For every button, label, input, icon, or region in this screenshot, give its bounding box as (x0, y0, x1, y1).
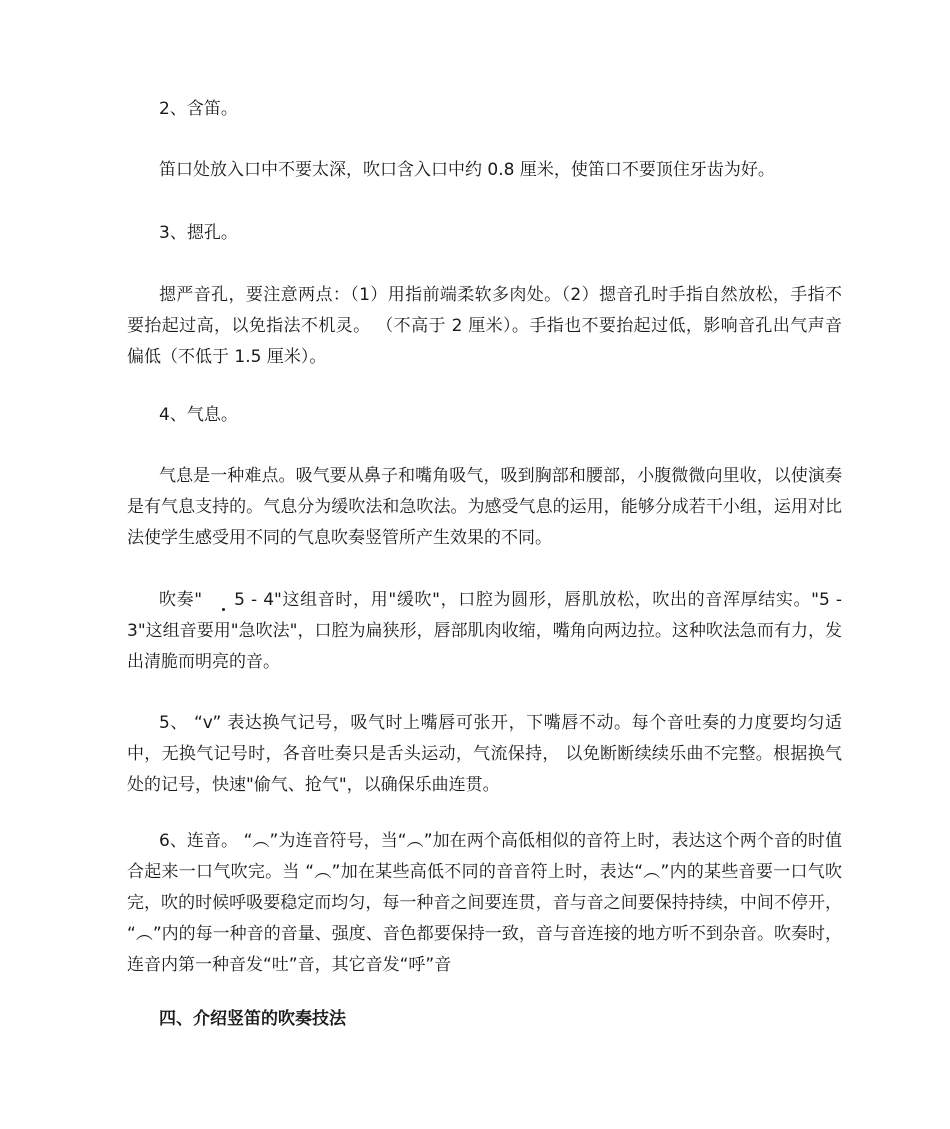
paragraph-qixi: 气息是一种难点。吸气要从鼻子和嘴角吸气，吸到胸部和腰部，小腹微微向里收，以使演奏是有气息支持的。气息分为缓吹法和急吹法。为感受气息的运用，能够分成若干小组，运用对比法使学生感受用不同的气息吹奏竖管所产生效果的不同。 (127, 466, 842, 548)
paragraph-lianyin: 6、连音。 “︵”为连音符号，当“︵”加在两个高低相似的音符上时，表达这个两个音的时值合起来一口气吹完。当 “︵”加在某些高低不同的音音符上时，表达“︵”内的某些音要一口气吹完，吹的时候呼吸要稳定而均匀，每一种音之间要连贯，音与音之间要保持持续，中间不停开， “︵”内的每一种音的音量、强度、音色都要保持一致，音与音连接的地方听不到杂音。吹奏时，连音内第一种音发“吐”音，其它音发“呼”音 (127, 831, 842, 975)
play-prefix: 吹奏" (159, 590, 203, 610)
play-rest: - 4"这组音时，用"缓吹"，口腔为圆形，唇肌放松，吹出的音浑厚结实。"5 - 3"这组音要用"急吹法"，口腔为扁狭形，唇部肌肉收缩，嘴角向两边拉。这种吹法急而有力，发出清脆而明亮的音。 (127, 590, 842, 672)
note-digit: 5 (234, 590, 245, 610)
low-note-5 (202, 585, 245, 616)
section-4-title: 四、介绍竖笛的吹奏技法 (159, 1009, 346, 1029)
heading-3-enkong: 3、摁孔。 (159, 223, 238, 243)
paragraph-enkong: 摁严音孔，要注意两点：（1）用指前端柔软多肉处。（2）摁音孔时手指自然放松，手指不要抬起过高，以免指法不机灵。 （不高于 2 厘米）。手指也不要抬起过低，影响音孔出气声音 偏低（不低于 1.5 厘米）。 (127, 285, 842, 367)
paragraph-hanji: 笛口处放入口中不要太深，吹口含入口中约 0.8 厘米，使笛口不要顶住牙齿为好。 (159, 160, 775, 180)
paragraph-chuizou (127, 585, 842, 678)
heading-2-hanji: 2、含笛。 (159, 99, 238, 119)
heading-4-qixi: 4、气息。 (159, 405, 238, 425)
low-octave-dot (222, 608, 225, 611)
paragraph-huanqi: 5、 “v” 表达换气记号，吸气时上嘴唇可张开，下嘴唇不动。每个音吐奏的力度要均匀适中，无换气记号时，各音吐奏只是舌头运动，气流保持， 以免断断续续乐曲不完整。根据换气处的记号，快速"偷气、抢气"，以确保乐曲连贯。 (127, 713, 842, 795)
